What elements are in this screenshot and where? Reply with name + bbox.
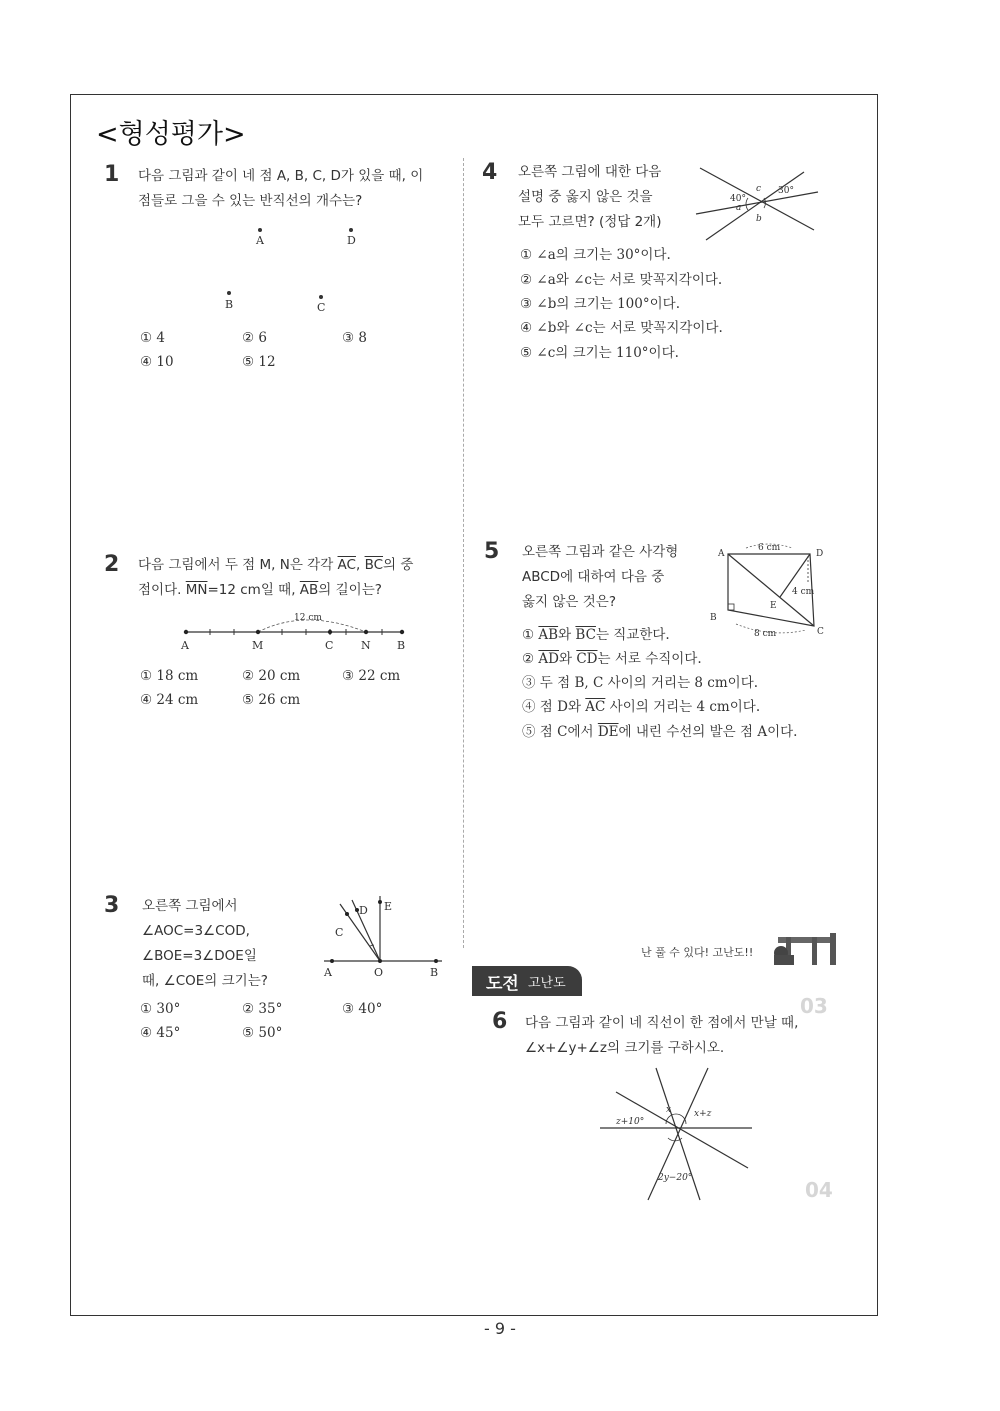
q2-option-2: ② 20 cm bbox=[242, 668, 301, 684]
q2-text-line1 bbox=[138, 553, 453, 578]
page-title: <형성평가> bbox=[96, 119, 246, 150]
q3-point-d: D bbox=[359, 904, 368, 917]
q1-number: 1 bbox=[104, 162, 120, 187]
q6-number: 6 bbox=[492, 1009, 508, 1034]
challenge-note: 난 풀 수 있다! 고난도!! bbox=[641, 946, 754, 959]
q4-angle-mark-left bbox=[746, 198, 748, 210]
q2-seg-bc: $\overline{BC}$ bbox=[364, 557, 384, 573]
q3-option-1: ① 30° bbox=[140, 1001, 181, 1017]
q2-option-5: ⑤ 26 cm bbox=[242, 692, 301, 708]
q2-text-b: , bbox=[355, 557, 365, 573]
q2-dot-n bbox=[364, 630, 368, 634]
q1-option-5: ⑤ 12 bbox=[242, 354, 276, 370]
q4-figure bbox=[692, 162, 822, 244]
q2-text-f: 의 길이는? bbox=[318, 582, 382, 598]
q1-text-line1: 다음 그림과 같이 네 점 A, B, C, D가 있을 때, 이 bbox=[138, 168, 424, 184]
q1-point-c-dot bbox=[319, 295, 323, 299]
q4-text bbox=[518, 160, 698, 235]
q3-dot-a bbox=[330, 959, 334, 963]
q6-label-2y-minus-20: 2y−20° bbox=[658, 1173, 693, 1183]
q5-opt5-b: 에 내린 수선의 발은 점 A이다. bbox=[618, 724, 798, 740]
q6-line1: 다음 그림과 같이 네 직선이 한 점에서 만날 때, bbox=[525, 1015, 799, 1031]
q3-option-5: ⑤ 50° bbox=[242, 1025, 283, 1041]
q5-opt4-b: 사이의 거리는 4 cm이다. bbox=[605, 699, 761, 715]
q3-point-o: O bbox=[374, 966, 384, 979]
challenge-badge-sub: 고난도 bbox=[528, 976, 566, 991]
q3-point-a: A bbox=[324, 966, 332, 979]
q1-option-4: ④ 10 bbox=[140, 354, 174, 370]
q2-option-1: ① 18 cm bbox=[140, 668, 199, 684]
q4-option-4: ④ ∠b와 ∠c는 서로 맞꼭지각이다. bbox=[520, 320, 723, 336]
q3-number: 3 bbox=[104, 893, 120, 918]
q4-label-a: a bbox=[736, 203, 742, 213]
q5-line2: ABCD에 대하여 다음 중 bbox=[522, 569, 665, 585]
q2-number: 2 bbox=[104, 552, 120, 577]
q1-point-b: B bbox=[225, 298, 234, 311]
q2-figure bbox=[170, 608, 420, 656]
q5-opt2-seg-cd: $\overline{CD}$ bbox=[576, 651, 598, 667]
q5-point-e: E bbox=[770, 601, 777, 611]
q4-label-30: 30° bbox=[778, 186, 794, 196]
q3-option-2: ② 35° bbox=[242, 1001, 283, 1017]
q5-opt1-seg-bc: $\overline{BC}$ bbox=[575, 627, 596, 643]
q6-text bbox=[525, 1011, 825, 1061]
q5-figure bbox=[706, 538, 836, 640]
q4-number: 4 bbox=[482, 160, 498, 185]
q4-line3: 모두 고르면? (정답 2개) bbox=[518, 214, 662, 230]
q3-option-4: ④ 45° bbox=[140, 1025, 181, 1041]
q1-point-d-dot bbox=[349, 228, 353, 232]
q5-opt4-seg-ac: $\overline{AC}$ bbox=[585, 699, 606, 715]
q4-option-3: ③ ∠b의 크기는 100°이다. bbox=[520, 296, 680, 312]
q3-dot-e bbox=[378, 900, 382, 904]
q1-point-c: C bbox=[317, 301, 326, 314]
challenge-illustration-icon bbox=[772, 933, 838, 967]
q1-figure bbox=[200, 220, 400, 320]
column-divider bbox=[463, 158, 464, 948]
q1-point-b-dot bbox=[227, 291, 231, 295]
q6-line-diagonal bbox=[616, 1092, 748, 1168]
q1-point-a: A bbox=[256, 234, 264, 247]
q5-number: 5 bbox=[484, 539, 500, 564]
q3-line2: ∠AOC=3∠COD, bbox=[142, 923, 250, 939]
challenge-badge-main: 도전 bbox=[486, 974, 519, 994]
q5-label-6cm: 6 cm bbox=[758, 543, 781, 553]
q3-dot-o bbox=[378, 959, 382, 963]
q5-label-8cm: 8 cm bbox=[754, 629, 777, 639]
q2-dot-m bbox=[256, 630, 260, 634]
q5-opt4-a: ④ 점 D와 bbox=[522, 699, 586, 715]
q1-text bbox=[138, 164, 453, 214]
q5-option-3: ③ 두 점 B, C 사이의 거리는 8 cm이다. bbox=[522, 675, 759, 691]
q5-point-d: D bbox=[816, 549, 824, 559]
q4-line1: 오른쪽 그림에 대한 다음 bbox=[518, 164, 662, 180]
q5-point-b: B bbox=[710, 613, 717, 623]
q2-point-b: B bbox=[397, 639, 406, 652]
q5-point-c: C bbox=[817, 627, 824, 637]
q4-line-horizontal bbox=[696, 192, 818, 214]
q3-line1: 오른쪽 그림에서 bbox=[142, 898, 238, 914]
q2-point-m: M bbox=[252, 639, 264, 652]
q3-dot-b bbox=[434, 959, 438, 963]
q3-line4: 때, ∠COE의 크기는? bbox=[142, 973, 268, 989]
q4-label-c: c bbox=[756, 184, 762, 194]
q5-line3: 옳지 않은 것은? bbox=[522, 594, 616, 610]
q5-opt1-a: ① bbox=[522, 627, 539, 643]
q4-label-b: b bbox=[756, 214, 762, 224]
q1-point-a-dot bbox=[258, 228, 262, 232]
q2-text-d: 점이다. bbox=[138, 582, 186, 598]
q5-opt1-seg-ab: $\overline{AB}$ bbox=[538, 627, 559, 643]
q2-text-line2 bbox=[138, 578, 453, 603]
q2-dot-c bbox=[328, 630, 332, 634]
q2-point-n: N bbox=[361, 639, 371, 652]
q2-text-e: =12 cm일 때, bbox=[207, 582, 300, 598]
q1-option-1: ① 4 bbox=[140, 330, 165, 346]
q1-point-d: D bbox=[347, 234, 356, 247]
q2-seg-ab: $\overline{AB}$ bbox=[299, 582, 319, 598]
q6-figure bbox=[596, 1064, 756, 1204]
q2-length-label: 12 cm bbox=[294, 613, 322, 623]
q6-label-z-plus-10: z+10° bbox=[616, 1117, 645, 1127]
q5-opt1-b: 와 bbox=[558, 627, 576, 643]
q5-opt2-seg-ad: $\overline{AD}$ bbox=[538, 651, 559, 667]
q1-text-line2: 점들로 그을 수 있는 반직선의 개수는? bbox=[138, 193, 363, 209]
q2-point-c: C bbox=[325, 639, 334, 652]
q6-label-x: x bbox=[666, 1105, 672, 1115]
q6-label-x-plus-z: x+z bbox=[694, 1109, 712, 1119]
q1-option-3: ③ 8 bbox=[342, 330, 367, 346]
q2-option-3: ③ 22 cm bbox=[342, 668, 401, 684]
q4-option-5: ⑤ ∠c의 크기는 110°이다. bbox=[520, 345, 679, 361]
q4-label-40: 40° bbox=[730, 194, 746, 204]
q5-option-4 bbox=[522, 695, 760, 715]
q2-seg-ac: $\overline{AC}$ bbox=[337, 557, 356, 573]
q2-option-4: ④ 24 cm bbox=[140, 692, 199, 708]
challenge-badge bbox=[472, 966, 582, 996]
q6-line2: ∠x+∠y+∠z의 크기를 구하시오. bbox=[525, 1040, 725, 1056]
q5-text bbox=[522, 540, 702, 615]
q2-text bbox=[138, 553, 453, 603]
q2-dot-b bbox=[400, 630, 404, 634]
q2-dot-a bbox=[184, 630, 188, 634]
q2-text-a: 다음 그림에서 두 점 M, N은 각각 bbox=[138, 557, 338, 573]
q3-text bbox=[142, 894, 312, 994]
q3-point-b: B bbox=[430, 966, 439, 979]
q5-opt2-c: 는 서로 수직이다. bbox=[597, 651, 702, 667]
q5-opt5-a: ⑤ 점 C에서 bbox=[522, 724, 598, 740]
q5-option-2 bbox=[522, 647, 702, 667]
q5-line1: 오른쪽 그림과 같은 사각형 bbox=[522, 544, 679, 560]
q3-point-c: C bbox=[335, 926, 344, 939]
q5-right-angle-b bbox=[728, 604, 734, 610]
q5-option-5 bbox=[522, 720, 797, 740]
q3-option-3: ③ 40° bbox=[342, 1001, 383, 1017]
q5-opt5-seg-de: $\overline{DE}$ bbox=[597, 724, 619, 740]
q5-opt2-b: 와 bbox=[558, 651, 577, 667]
q5-label-4cm: 4 cm bbox=[792, 587, 815, 597]
q2-point-a: A bbox=[181, 639, 189, 652]
q5-opt2-a: ② bbox=[522, 651, 539, 667]
q4-line-up bbox=[706, 172, 804, 240]
q4-option-2: ② ∠a와 ∠c는 서로 맞꼭지각이다. bbox=[520, 272, 723, 288]
page-number: - 9 - bbox=[484, 1319, 516, 1338]
q3-point-e: E bbox=[384, 900, 393, 913]
q2-text-c: 의 중 bbox=[383, 557, 414, 573]
q4-option-1: ① ∠a의 크기는 30°이다. bbox=[520, 247, 671, 263]
faded-number-04: 04 bbox=[805, 1178, 833, 1202]
faded-number-03: 03 bbox=[800, 994, 828, 1018]
q4-line2: 설명 중 옳지 않은 것을 bbox=[518, 189, 653, 205]
q5-option-1 bbox=[522, 623, 670, 643]
q3-line3: ∠BOE=3∠DOE일 bbox=[142, 948, 257, 964]
q3-figure bbox=[318, 890, 448, 980]
q5-point-a: A bbox=[718, 549, 725, 559]
q3-dot-c bbox=[345, 912, 349, 916]
q5-opt1-c: 는 직교한다. bbox=[595, 627, 670, 643]
q1-option-2: ② 6 bbox=[242, 330, 267, 346]
q2-seg-mn: $\overline{MN}$ bbox=[185, 582, 208, 598]
